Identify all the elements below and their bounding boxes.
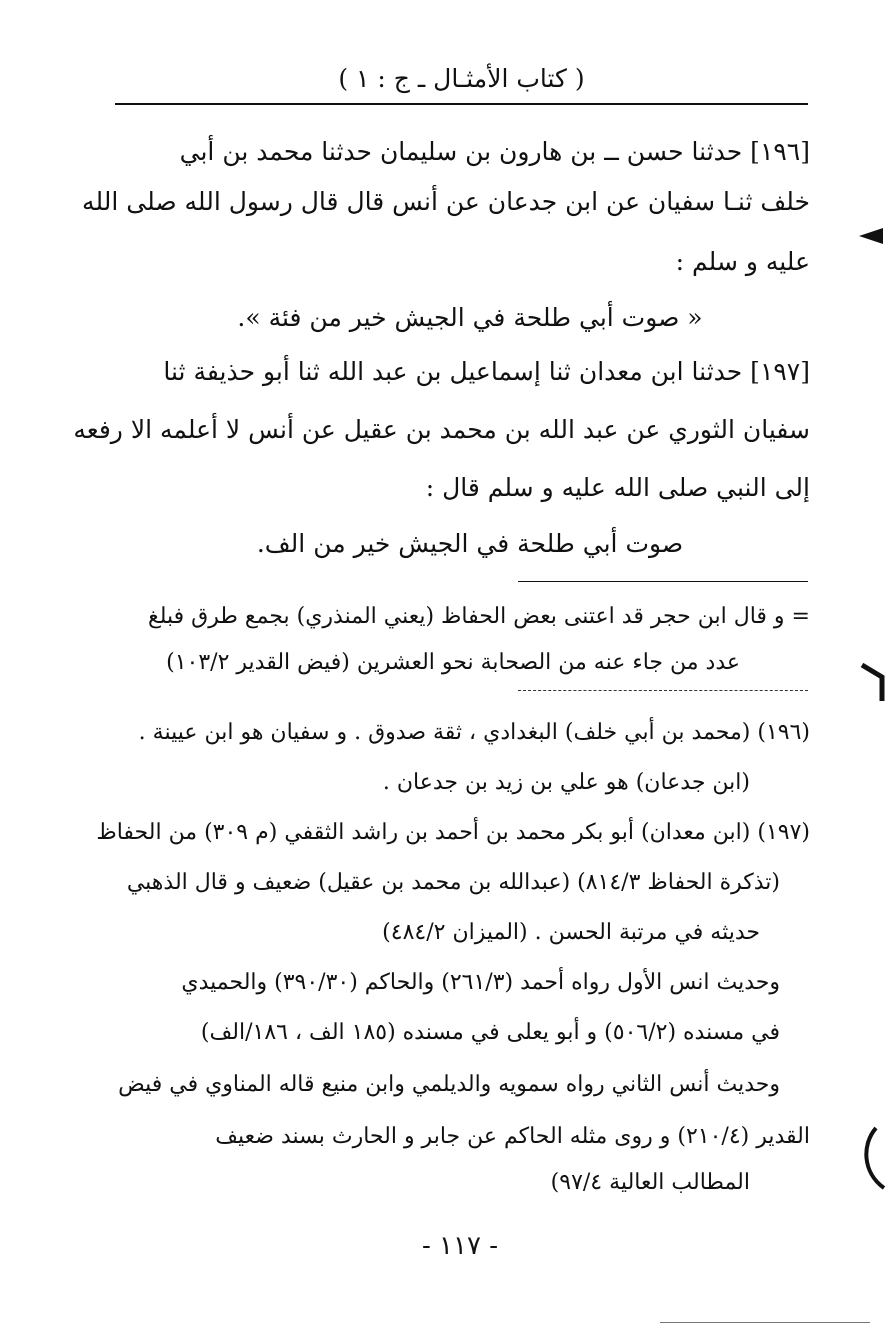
commentary-line: (١٩٧) (ابن معدان) أبو بكر محمد بن أحمد بن راشد الثقفي (م ٣٠٩) من الحفاظ — [96, 820, 810, 845]
hadith-quote: صوت أبي طلحة في الجيش خير من الف. — [256, 529, 684, 558]
margin-arrow-icon — [855, 222, 885, 252]
hadith-line: إلى النبي صلى الله عليه و سلم قال : — [425, 473, 810, 502]
hadith-line: [١٩٦] حدثنا حسن ــ بن هارون بن سليمان حدثنا محمد بن أبي — [179, 137, 810, 166]
commentary-line: وحديث انس الأول رواه أحمد (٢٦١/٣) والحاكم (٣٩٠/٣٠) والحميدي — [181, 970, 780, 995]
hadith-line: خلف ثنـا سفيان عن ابن جدعان عن أنس قال قال رسول الله صلى الله — [82, 187, 810, 216]
commentary-line: (ابن جدعان) هو علي بن زيد بن جدعان . — [382, 770, 750, 795]
hadith-line: سفيان الثوري عن عبد الله بن محمد بن عقيل عن أنس لا أعلمه الا رفعه — [73, 415, 810, 444]
commentary-line: (١٩٦) (محمد بن أبي خلف) البغدادي ، ثقة صدوق . و سفيان هو ابن عيينة . — [138, 720, 810, 745]
running-header: ( كتاب الأمثـال ـ ج : ١ ) — [115, 55, 808, 105]
hadith-line: [١٩٧] حدثنا ابن معدان ثنا إسماعيل بن عبد الله ثنا أبو حذيفة ثنا — [163, 357, 810, 386]
footnote-line: = و قال ابن حجر قد اعتنى بعض الحفاظ (يعني المنذري) بجمع طرق فبلغ — [148, 604, 810, 629]
commentary-line: وحديث أنس الثاني رواه سمويه والديلمي وابن منيع قاله المناوي في فيض — [118, 1072, 780, 1097]
commentary-line: (تذكرة الحفاظ ٨١٤/٣) (عبدالله بن محمد بن عقيل) ضعيف و قال الذهبي — [126, 870, 780, 895]
margin-bracket-icon — [858, 655, 888, 705]
commentary-line: المطالب العالية ٩٧/٤) — [550, 1170, 750, 1195]
hadith-line: عليه و سلم : — [675, 247, 810, 276]
hadith-quote: « صوت أبي طلحة في الجيش خير من فئة ». — [237, 303, 703, 332]
margin-curve-icon — [858, 1124, 888, 1194]
page-number: - ١١٧ - — [421, 1231, 499, 1261]
commentary-line: القدير (٢١٠/٤) و روى مثله الحاكم عن جابر و الحارث بسند ضعيف — [215, 1124, 810, 1149]
commentary-line: في مسنده (٥٠٦/٢) و أبو يعلى في مسنده (١٨٥ الف ، ١٨٦/الف) — [200, 1020, 780, 1045]
footnote-separator — [518, 581, 808, 582]
commentary-line: حديثه في مرتبة الحسن . (الميزان ٤٨٤/٢) — [382, 920, 760, 945]
footnote-end-rule — [518, 690, 808, 691]
footnote-line: عدد من جاء عنه من الصحابة نحو العشرين (فيض القدير ١٠٣/٢) — [166, 650, 740, 675]
scan-edge-line — [660, 1322, 870, 1323]
